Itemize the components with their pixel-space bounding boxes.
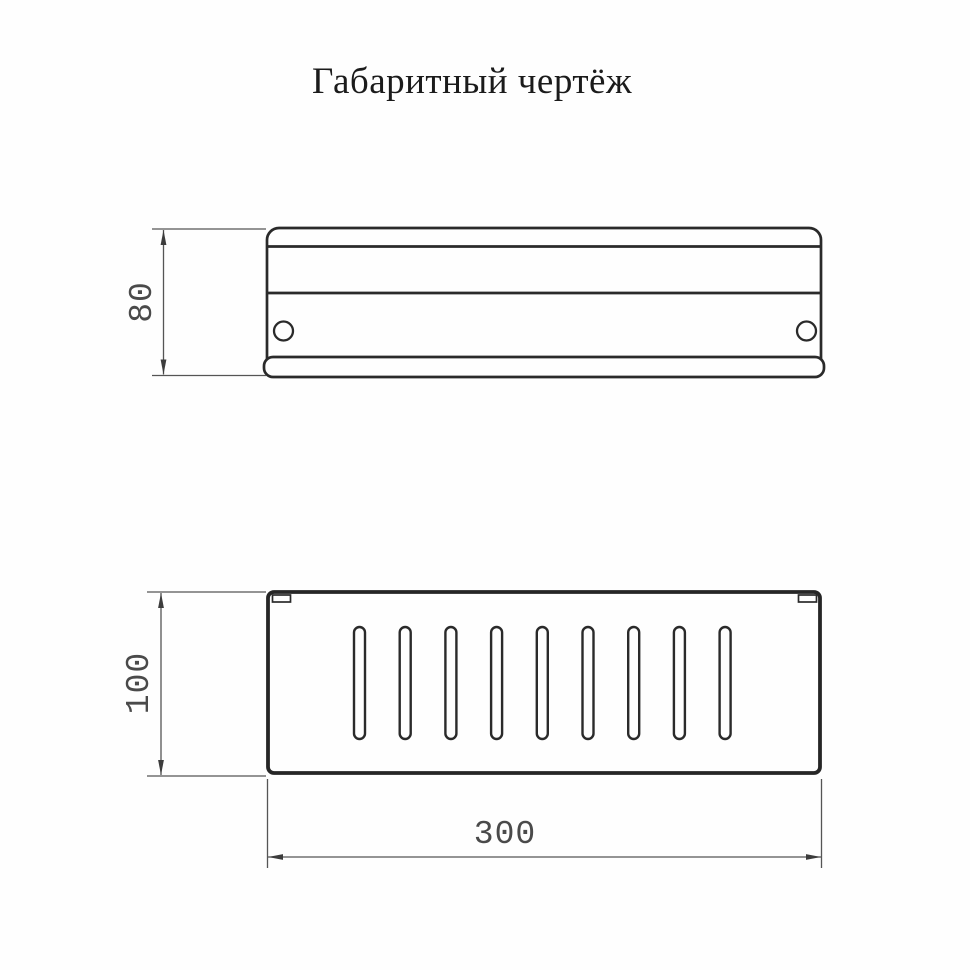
slot <box>445 627 456 739</box>
slot <box>491 627 502 739</box>
dimension-label: 100 <box>121 651 158 715</box>
plan-view-left-tab <box>273 595 291 602</box>
slot <box>674 627 685 739</box>
side-view-left-hole <box>274 322 293 341</box>
slot <box>537 627 548 739</box>
slot <box>720 627 731 739</box>
side-view <box>124 228 824 377</box>
plan-view-right-tab <box>799 595 817 602</box>
arrow-down-icon <box>161 360 167 375</box>
dimension-side-height <box>124 229 266 376</box>
arrow-up-icon <box>158 593 164 608</box>
arrow-left-icon <box>268 854 283 860</box>
dimension-label: 300 <box>473 816 537 853</box>
side-view-right-hole <box>797 322 816 341</box>
dimension-plan-width <box>268 779 822 868</box>
side-view-bottom-rail <box>264 357 824 377</box>
side-view-body <box>267 228 821 376</box>
arrow-down-icon <box>158 760 164 775</box>
plan-view-slots <box>354 627 731 739</box>
slot <box>354 627 365 739</box>
slot <box>400 627 411 739</box>
arrow-right-icon <box>806 854 821 860</box>
dimension-label: 80 <box>124 281 161 323</box>
arrow-up-icon <box>161 230 167 245</box>
slot <box>583 627 594 739</box>
plan-view <box>121 592 822 868</box>
drawing-title: Габаритный чертёж <box>311 61 633 102</box>
slot <box>628 627 639 739</box>
dimension-plan-depth <box>121 592 266 776</box>
